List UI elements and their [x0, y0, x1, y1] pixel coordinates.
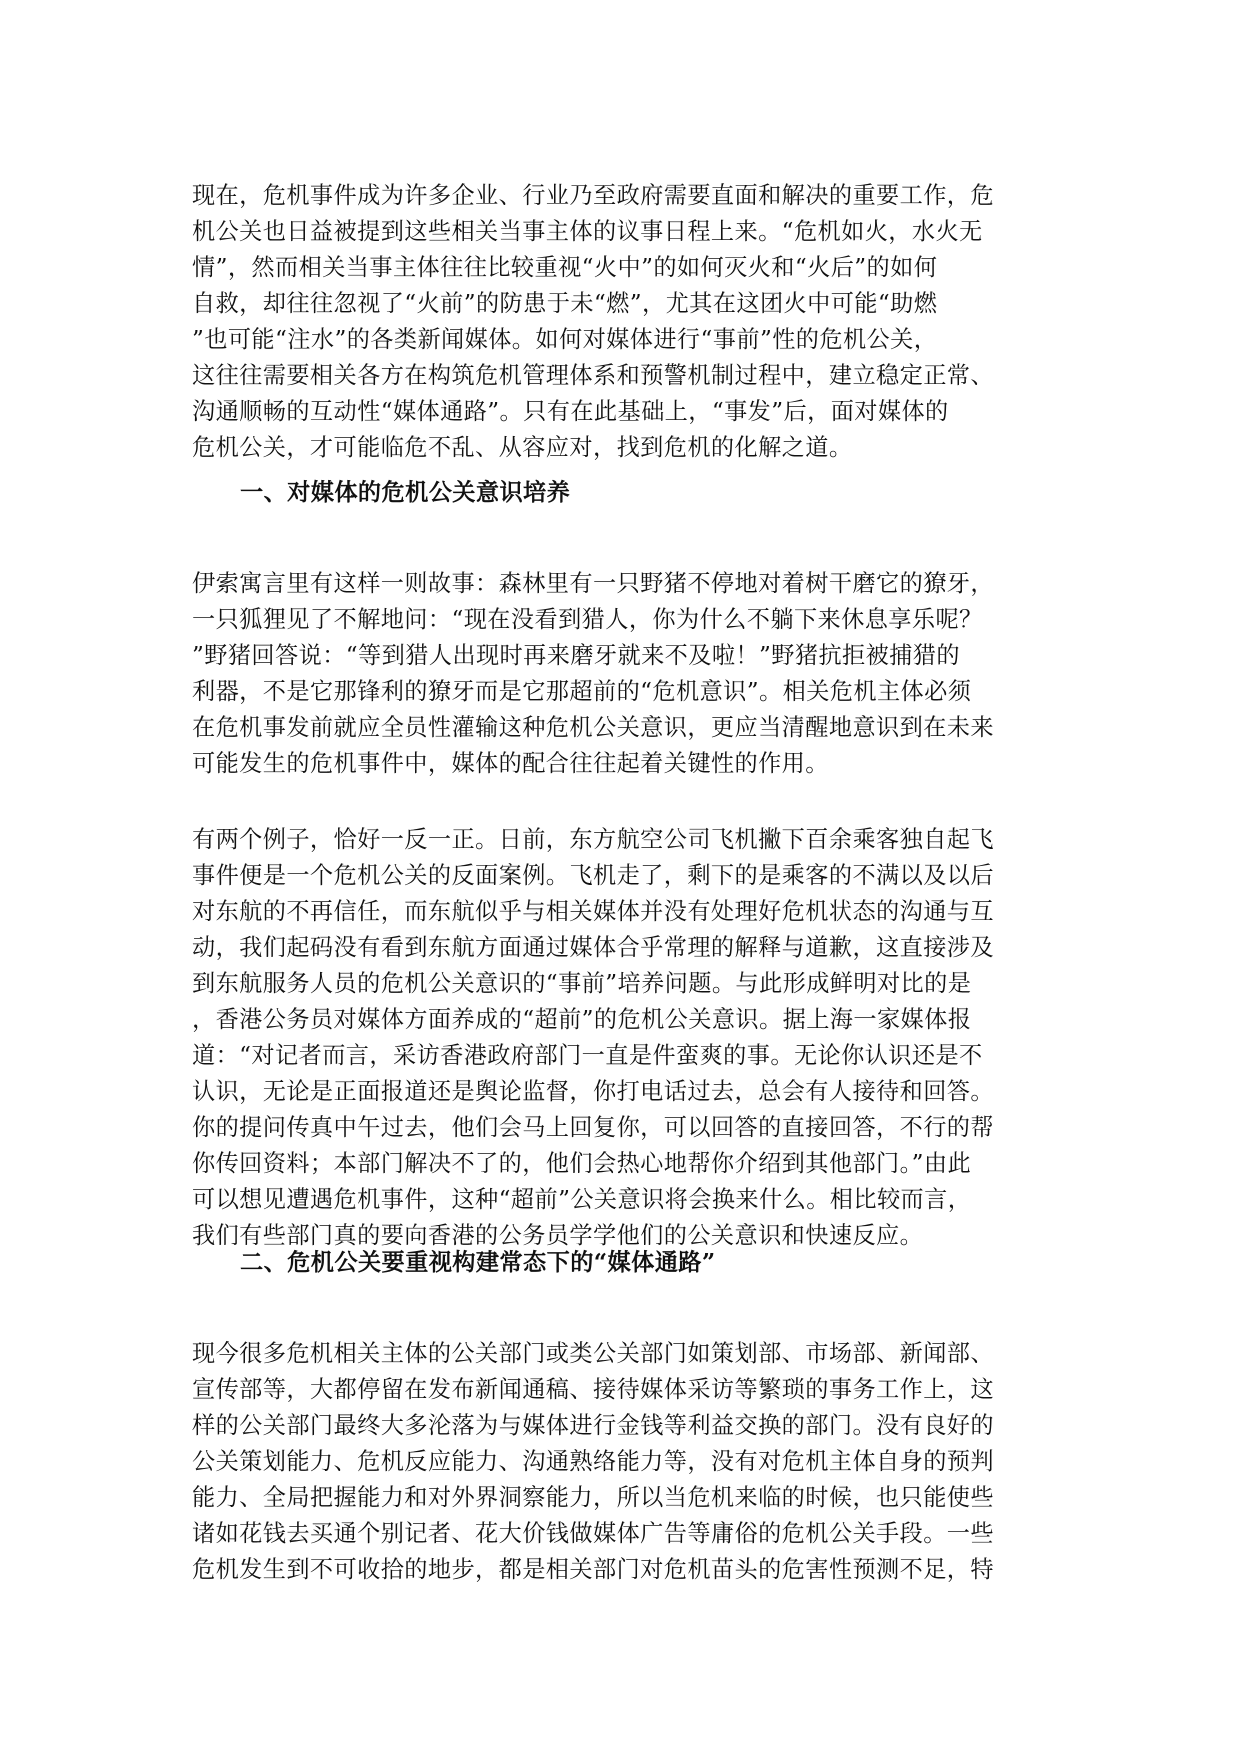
text-line: 动，我们起码没有看到东航方面通过媒体合乎常理的解释与道歉，这直接涉及 — [192, 934, 994, 961]
section-heading: 二、危机公关要重视构建常态下的“媒体通路” — [240, 1249, 716, 1276]
section1-paragraph-1 — [192, 566, 1052, 782]
section1-paragraph-2 — [192, 822, 1052, 1254]
text-line: 对东航的不再信任，而东航似乎与相关媒体并没有处理好危机状态的沟通与互 — [192, 898, 994, 925]
text-line: 现今很多危机相关主体的公关部门或类公关部门如策划部、市场部、新闻部、 — [192, 1340, 994, 1367]
text-line: 利器，不是它那锋利的獠牙而是它那超前的“危机意识”。相关危机主体必须 — [192, 678, 972, 705]
text-line: 你的提问传真中午过去，他们会马上回复你，可以回答的直接回答，不行的帮 — [192, 1114, 994, 1141]
text-line: 有两个例子，恰好一反一正。日前，东方航空公司飞机撇下百余乘客独自起飞 — [192, 826, 994, 853]
text-line: 我们有些部门真的要向香港的公务员学学他们的公关意识和快速反应。 — [192, 1222, 924, 1249]
text-line: 可以想见遭遇危机事件，这种“超前”公关意识将会换来什么。相比较而言， — [192, 1186, 972, 1213]
text-line: 诸如花钱去买通个别记者、花大价钱做媒体广告等庸俗的危机公关手段。一些 — [192, 1520, 994, 1547]
text-line: 可能发生的危机事件中，媒体的配合往往起着关键性的作用。 — [192, 750, 829, 777]
text-line: 事件便是一个危机公关的反面案例。飞机走了，剩下的是乘客的不满以及以后 — [192, 862, 994, 889]
text-line: 能力、全局把握能力和对外界洞察能力，所以当危机来临的时候，也只能使些 — [192, 1484, 994, 1511]
text-line: 道：“对记者而言，采访香港政府部门一直是件蛮爽的事。无论你认识还是不 — [192, 1042, 983, 1069]
intro-paragraph — [192, 178, 1052, 466]
section2-paragraph-1 — [192, 1336, 1052, 1588]
text-line: 自救，却往往忽视了“火前”的防患于未“燃”，尤其在这团火中可能“助燃 — [192, 290, 938, 317]
text-line: 这往往需要相关各方在构筑危机管理体系和预警机制过程中，建立稳定正常、 — [192, 362, 994, 389]
text-line: ”野猪回答说：“等到猎人出现时再来磨牙就来不及啦！”野猪抗拒被捕猎的 — [192, 642, 960, 669]
text-line: 危机发生到不可收拾的地步，都是相关部门对危机苗头的危害性预测不足，特 — [192, 1556, 994, 1583]
text-line: 情”，然而相关当事主体往往比较重视“火中”的如何灭火和“火后”的如何 — [192, 254, 938, 281]
text-line: 危机公关，才可能临危不乱、从容应对，找到危机的化解之道。 — [192, 434, 853, 461]
text-line: 样的公关部门最终大多沦落为与媒体进行金钱等利益交换的部门。没有良好的 — [192, 1412, 994, 1439]
section-heading: 一、对媒体的危机公关意识培养 — [240, 479, 571, 506]
text-line: 现在，危机事件成为许多企业、行业乃至政府需要直面和解决的重要工作，危 — [192, 182, 994, 209]
text-line: 宣传部等，大都停留在发布新闻通稿、接待媒体采访等繁琐的事务工作上，这 — [192, 1376, 994, 1403]
text-line: ，香港公务员对媒体方面养成的“超前”的危机公关意识。据上海一家媒体报 — [192, 1006, 972, 1033]
text-line: 你传回资料；本部门解决不了的，他们会热心地帮你介绍到其他部门。”由此 — [192, 1150, 972, 1177]
text-line: 公关策划能力、危机反应能力、沟通熟络能力等，没有对危机主体自身的预判 — [192, 1448, 994, 1475]
text-line: 一只狐狸见了不解地问：“现在没看到猎人，你为什么不躺下来休息享乐呢？ — [192, 606, 983, 633]
text-line: 伊索寓言里有这样一则故事：森林里有一只野猪不停地对着树干磨它的獠牙， — [192, 570, 994, 597]
text-line: 沟通顺畅的互动性“媒体通路”。只有在此基础上，“事发”后，面对媒体的 — [192, 398, 949, 425]
text-line: 机公关也日益被提到这些相关当事主体的议事日程上来。“危机如火，水火无 — [192, 218, 983, 245]
text-line: ”也可能“注水”的各类新闻媒体。如何对媒体进行“事前”性的危机公关， — [192, 326, 938, 353]
text-line: 到东航服务人员的危机公关意识的“事前”培养问题。与此形成鲜明对比的是 — [192, 970, 972, 997]
text-line: 在危机事发前就应全员性灌输这种危机公关意识，更应当清醒地意识到在未来 — [192, 714, 994, 741]
text-line: 认识，无论是正面报道还是舆论监督，你打电话过去，总会有人接待和回答。 — [192, 1078, 994, 1105]
